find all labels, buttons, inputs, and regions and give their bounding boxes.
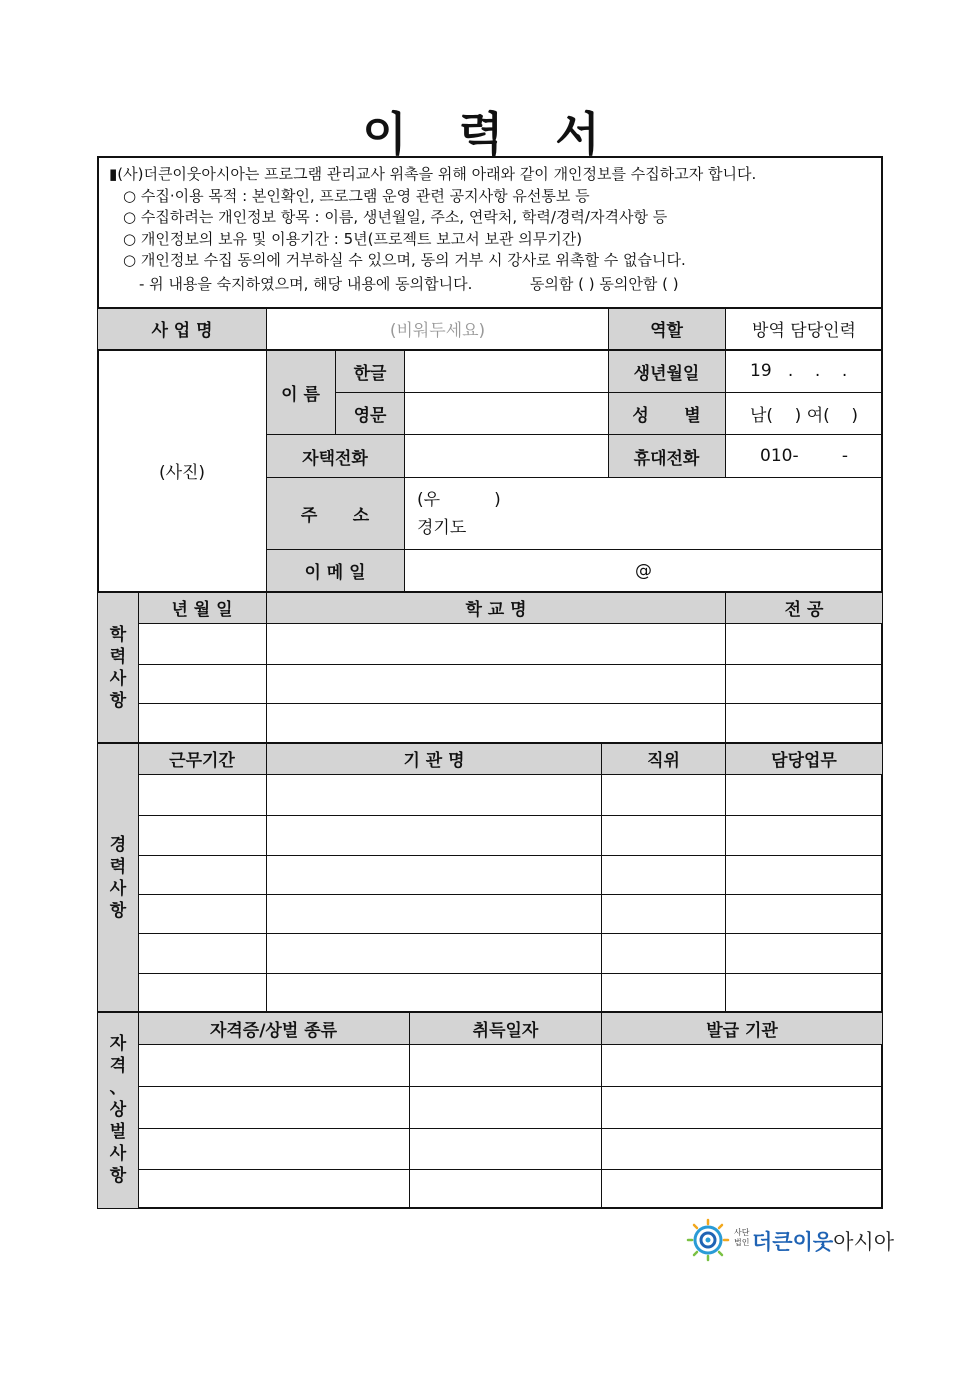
home-phone-label: 자택전화 — [302, 448, 368, 469]
table-row[interactable] — [139, 665, 882, 703]
consent-intro: ▮(사)더큰이웃아시아는 프로그램 관리교사 위촉을 위해 아래와 같이 개인정보를 수집하고자 합니다. — [109, 165, 757, 183]
home-phone-input[interactable] — [405, 435, 608, 477]
career-org-header: 기 관 명 — [403, 751, 465, 771]
mobile-phone-input[interactable]: 010- - — [760, 446, 848, 466]
logo-name-primary: 더큰이웃 — [752, 1230, 834, 1254]
certificates-section-label: 자 격 、 상 벌 사 항 — [109, 1034, 127, 1186]
address-input[interactable] — [405, 478, 882, 549]
consent-agree-row — [109, 274, 871, 296]
table-row[interactable] — [139, 934, 882, 973]
birthdate-input[interactable]: 19 . . . — [750, 361, 848, 381]
korean-name-input[interactable] — [405, 350, 608, 392]
cert-issuer-header: 발급 기관 — [706, 1020, 778, 1041]
business-name-input[interactable]: (비워두세요) — [389, 321, 486, 341]
education-school-header: 학 교 명 — [465, 600, 527, 620]
table-row[interactable] — [139, 816, 882, 855]
business-name-label: 사 업 명 — [151, 321, 213, 341]
disagree-option[interactable]: 동의안함 ( ) — [599, 274, 679, 293]
english-name-input[interactable] — [405, 393, 608, 434]
logo-name-secondary: 아시아 — [833, 1230, 895, 1254]
email-label: 이 메 일 — [304, 563, 366, 583]
gender-label: 성 별 — [632, 406, 701, 426]
organization-logo — [686, 1218, 895, 1262]
document-title: 이 력 서 — [362, 107, 618, 161]
table-row[interactable] — [139, 624, 882, 664]
education-section-label: 학 력 사 항 — [109, 624, 127, 711]
cert-date-header: 취득일자 — [472, 1020, 539, 1041]
spiral-logo-icon — [686, 1218, 732, 1262]
consent-item: ○ 개인정보 수집 동의에 거부하실 수 있으며, 동의 거부 시 강사로 위촉할 수 없습니다. — [123, 251, 686, 269]
consent-item: ○ 수집하려는 개인정보 항목 : 이름, 생년월일, 주소, 연락처, 학력/경력/자격사항 등 — [123, 208, 668, 226]
gender-input[interactable]: 남( ) 여( ) — [749, 406, 858, 426]
career-section-label: 경 력 사 항 — [109, 834, 127, 921]
korean-name-label: 한글 — [353, 363, 387, 384]
consent-section — [97, 156, 883, 307]
table-row[interactable] — [139, 775, 882, 815]
agree-option[interactable]: 동의함 ( ) — [529, 274, 595, 293]
role-label: 역할 — [650, 321, 683, 341]
photo-placeholder[interactable]: (사진) — [158, 463, 206, 483]
career-position-header: 직위 — [647, 751, 680, 771]
table-row[interactable] — [139, 1129, 882, 1169]
address-label: 주 소 — [300, 506, 370, 526]
career-duty-header: 담당업무 — [771, 751, 837, 771]
name-label: 이 름 — [281, 384, 320, 405]
table-row[interactable] — [139, 856, 882, 894]
mobile-phone-label: 휴대전화 — [633, 448, 700, 469]
education-date-header: 년 월 일 — [171, 600, 233, 620]
table-row[interactable] — [139, 1087, 882, 1128]
role-value[interactable]: 방역 담당인력 — [752, 321, 856, 341]
table-row[interactable] — [139, 1170, 882, 1208]
logo-small-bottom: 법인 — [734, 1238, 750, 1247]
consent-item: ○ 개인정보의 보유 및 이용기간 : 5년(프로젝트 보고서 보관 의무기간) — [123, 229, 583, 248]
email-input[interactable]: @ — [635, 560, 652, 581]
table-row[interactable] — [139, 704, 882, 742]
english-name-label: 영문 — [353, 406, 387, 426]
career-period-header: 근무기간 — [169, 751, 235, 771]
education-major-header: 전 공 — [784, 600, 824, 620]
table-row[interactable] — [139, 1045, 882, 1086]
table-row[interactable] — [139, 895, 882, 933]
consent-agree-text: - 위 내용을 숙지하였으며, 해당 내용에 동의합니다. — [139, 274, 473, 293]
table-row[interactable] — [139, 974, 882, 1011]
address-value: 경기도 — [417, 517, 467, 538]
postal-code: (우 ) — [417, 489, 501, 510]
consent-item: ○ 수집·이용 목적 : 본인확인, 프로그램 운영 관련 공지사항 유선통보 등 — [123, 186, 590, 205]
cert-type-header: 자격증/상벌 종류 — [209, 1020, 338, 1041]
logo-small-top: 사단 — [734, 1228, 750, 1237]
birthdate-label: 생년월일 — [633, 363, 700, 384]
